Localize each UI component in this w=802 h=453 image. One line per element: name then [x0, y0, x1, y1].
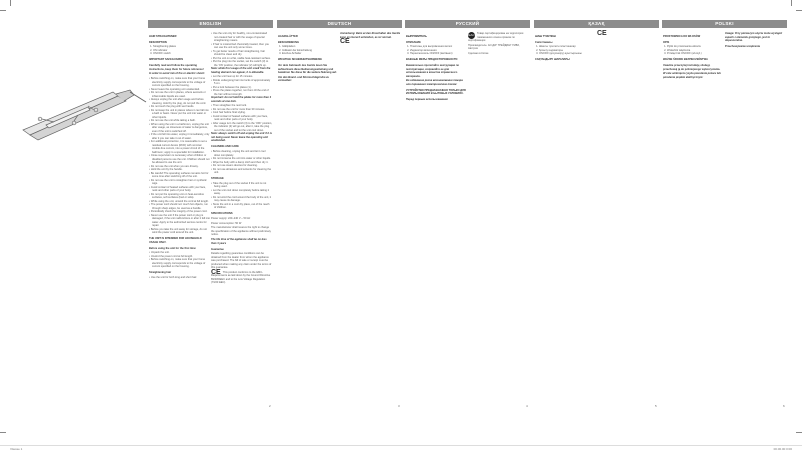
first-use-note: Uwaga: Przy pierwszym użyciu może wystąpić zapach z elementu grzejnego, jest to dopuszczalne.: [725, 32, 783, 42]
list-item: • Unwind the power cord at full length.: [152, 255, 210, 259]
safeguards-title: ВАЖНЫЕ МЕРЫ ПРЕДОСТОРОЖНОСТИ: [406, 58, 458, 62]
household-note: УСТРОЙСТВО ПРЕДНАЗНАЧЕНО ТОЛЬКО ДЛЯ ИСПОЛЬЗОВАНИЯ В БЫТОВЫХ УСЛОВИЯХ.: [406, 88, 466, 96]
list-item: • Do not use the unit while taking a bath.: [152, 119, 210, 123]
page-number: 5: [655, 404, 657, 408]
section-header-polski: POLSKI: [662, 20, 787, 28]
crop-mark: [796, 10, 802, 11]
steps-list: [211, 75, 272, 96]
description-title: DESCRIPTION: [149, 40, 167, 44]
list-item: • Do not touch the plug with wet hands.: [152, 105, 210, 109]
product-title: PROSTOWNICA DO WŁOSÓW: [663, 34, 701, 38]
list-item: • Do not use the unit in places, where aerosols or inflammable liquids are used.: [152, 91, 210, 98]
ce-text: This product conforms to the EMC-Requirements as laid down by the Council Directive 89/336/EEC and to the Low Voltage Regulation (73/23 EEC).: [211, 270, 271, 285]
risk-title: W celu uniknięcia ryzyka powstania pożaru lub porażenia prądem elektrycznym:: [663, 72, 721, 79]
list-item: • Do not use abrasives and solvents for cleaning the unit.: [214, 168, 272, 175]
storage-list: [211, 182, 272, 210]
list-item: • Store the unit in a cool dry place, out of the reach of children.: [214, 203, 272, 210]
page-number: 2: [269, 404, 271, 408]
safeguards-title: WAŻNE ŚRODKI BEZPIECZEŃSTWA: [663, 58, 708, 62]
list-item: • Do not wind the cord around the body of the unit, it may cause its damage.: [214, 196, 272, 203]
section-header-deutsch: DEUTSCH: [277, 20, 402, 28]
polski-column-2: [725, 32, 786, 50]
first-use-list: [149, 251, 210, 269]
list-item: • Take the plug out of the socket if the unit is not being used.: [214, 182, 272, 189]
list-item: • Do not use steam devices for cleaning.: [214, 164, 272, 168]
spec-power-supply: Power supply: 220–240 V ~ 50 Hz: [211, 216, 251, 220]
svg-text:1: 1: [39, 119, 41, 121]
list-item: • Do not put the operating unit on heat-sensitive surfaces, soft surfaces (bed or sofa).: [152, 193, 210, 200]
list-item: 3. ON/OFF (қосу/өшіру) ауыстырғышы: [539, 52, 596, 56]
russian-column-1: [406, 32, 467, 103]
list-item: • Avoid contact of heated surfaces with your face, neck and other parts of your body.: [214, 115, 272, 122]
made-in: Сделано в Китае: [468, 51, 489, 55]
list-item: 3. Przełącznik ON/OFF (wł./wył.): [667, 52, 724, 56]
section-header-english: ENGLISH: [148, 20, 273, 28]
after-steps-list: [211, 104, 272, 132]
list-item: • If hair is moisturized chemically treated, then you can use the unit only some times.: [214, 43, 272, 50]
manufacturer: Производитель: АО ДКГ ТРЕЙДИНГ ГМБХ, Австрия: [468, 43, 520, 51]
section-header-kazakh: ҚАЗАҚ: [534, 20, 659, 28]
guarantee-title: Guarantee: [211, 247, 224, 251]
list-item: 1. Glättplatten: [282, 45, 339, 49]
list-item: 2. Индикатор включения: [410, 49, 467, 53]
first-use-title: Перед первым использованием:: [406, 98, 449, 102]
polski-column-1: [663, 32, 724, 81]
deutsch-column-2: [340, 32, 401, 44]
specs-title: SPECIFICATIONS: [211, 212, 233, 216]
spec-power-consumption: Power consumption: 50 W: [211, 221, 242, 225]
list-item: • While using the unit, unwind the cord at full length.: [152, 200, 210, 204]
list-item: • Cool hair before final styling.: [214, 111, 272, 115]
divider: [0, 445, 802, 446]
list-item: • Use the unit only for healthy, non-contaminated non-treated hair or with the usage of special straightening means.: [214, 32, 272, 43]
list-item: • If the unit fell into water, unplug it immediately, only after it you can take it out of water.: [152, 133, 210, 140]
crop-mark: [0, 10, 6, 11]
safeguards-intro: Внимательно прочитайте инструкцию по эксплуатации, сохраняйте ее для использования в качестве справочного материала.: [406, 64, 460, 78]
list-item: • Close supervision is necessary when children or disabled persons use the unit. Children should not be allowed to use the unit.: [152, 154, 210, 165]
list-item: • Press the plates together, run them till the end of the hair without strength.: [214, 89, 272, 96]
description-list: [149, 45, 210, 56]
crop-mark: [791, 0, 792, 6]
eac-mark-icon: EAC: [468, 33, 475, 37]
list-item: • Do not keep the unit in places where it can fall into a bath or basin. Never put the unit into water or other liquids.: [152, 109, 210, 120]
description-title: BESCHREIBUNG: [278, 40, 300, 44]
safety-rules-list: [149, 77, 210, 235]
list-item: • Put the plug into the socket, set the switch (3) to the 'ON' position, the indicator (2) will light up.: [214, 60, 272, 67]
description-list: [406, 45, 467, 56]
page-number: 4: [526, 404, 528, 408]
list-item: • Use the unit for both long and short hair.: [152, 276, 210, 280]
crop-mark: [0, 432, 6, 433]
list-item: • Do not use the unit for more than 30 minutes.: [214, 108, 272, 112]
product-title: ШАШ ТҮЗЕТКІШ: [535, 34, 556, 38]
list-item: • Put a lock between the plates (1).: [214, 86, 272, 90]
english-column-2: [211, 32, 272, 286]
product-title: ВЫПРЯМИТЕЛЬ: [406, 34, 427, 38]
first-use-note: Anmerkung: Beim ersten Einschalten des Geräts kann ein Geruch entstehen, es ist normal.: [340, 32, 401, 39]
list-item: • Be careful! The operating surfaces remains hot for some time after switching off of the unit.: [152, 172, 210, 179]
list-item: • The power cord should not: touch hot objects, run through sharp edges, be used as a handle.: [152, 203, 210, 210]
risk-title: Во избежание риска возникновения пожара или поражения электрическим током:: [406, 79, 463, 86]
kazakh-column-2: [597, 32, 658, 36]
list-item: 2. Indikator der Einschaltung: [282, 49, 339, 53]
eac-block: [468, 32, 529, 43]
risk-title: In order to avoid risk of fire or electric shock:: [149, 72, 205, 76]
description-title: ОПИСАНИЕ: [406, 40, 421, 44]
svg-text:3: 3: [95, 110, 97, 112]
unplug-note: Note: always switch off and unplug the unit if it is not being used. Never leave the operating unit unattended.: [211, 132, 272, 143]
list-item: 1. Шашты түзететін пластиналар: [539, 45, 596, 49]
list-item: • Before you take the unit away for storage, do not wind the power cord around the unit.: [152, 228, 210, 235]
list-item: • Do not use the unit when you are drowsy.: [152, 165, 210, 169]
list-item: • Periodically check the integrity of the power cord.: [152, 210, 210, 214]
list-item: 1. Płytki do prostowania włosów: [667, 45, 724, 49]
lifetime-note: The life time of the appliance shall be no less than 3 years: [211, 238, 267, 245]
list-item: 3. Переключатель ON/OFF (вкл/выкл): [410, 52, 467, 56]
storage-title: STORAGE: [211, 177, 224, 181]
safeguards-intro: Vor dem Gebrauch des Geräts lesen Sie aufmerksam diese Bedienungsanleitung und bewahren Sie diese für die weitere Nutzung auf.: [278, 64, 337, 75]
cleaning-list: [211, 150, 272, 175]
list-item: • Divide undergoing hair into locks of approximately 5 cm.: [214, 79, 272, 86]
list-item: 2. Wskaźnik włączenia: [667, 49, 724, 53]
list-item: • Avoid contact of heated surfaces with your face, neck and other parts of your body.: [152, 186, 210, 193]
list-item: • Put the unit on a flat, stable heat-resistant surface.: [214, 57, 272, 61]
list-item: 3. Ein/Aus-Schalter: [282, 52, 339, 56]
kazakh-column-1: [535, 32, 596, 63]
product-title: HAARGLÄTTER: [278, 34, 298, 38]
list-item: • Wipe the body with a damp cloth and then dry it.: [214, 161, 272, 165]
safeguards-title: САҚТАНДЫРУ ШАРАЛАРЫ: [535, 58, 570, 62]
safeguards-intro: Uważnie przeczytaj instrukcję obsługi, przechowuj ją do późniejszego wykorzystania.: [663, 64, 721, 71]
list-item: • Before cleaning, unplug the unit and let it cool down completely.: [214, 150, 272, 157]
list-item: 3. ON/OFF switch: [153, 52, 210, 56]
list-item: 1. Straightening plates: [153, 45, 210, 49]
crop-mark: [796, 432, 802, 433]
description-title: OPIS: [663, 40, 670, 44]
english-column-1: [149, 32, 210, 279]
list-item: • For additional protection, it is reasonable to set a residual current device (RCD) with nominal trouble-free current, into a power circuit of the bathroom; apply to a specialist for installation.: [152, 140, 210, 154]
list-item: • When using the unit in a bathroom, unplug the unit after usage, as closeness of water is dangerous, even if the unit is switched off.: [152, 123, 210, 134]
russian-column-2: [468, 32, 529, 57]
safeguards-intro: Carefully read and follow the operating instructions, keep them for future reference!: [149, 64, 204, 71]
list-item: • After usage turn the switch (3) to the 'OFF' position, the indicator (2) will go out, after it, take the plug out of the socket and let the unit cool down.: [214, 122, 272, 133]
manufacturer-note: The manufacturer shall reserve the right to change the specification of the appliance without preliminary notice.: [211, 226, 271, 237]
svg-text:2: 2: [73, 123, 75, 125]
section-header-russian: РУССКИЙ: [405, 20, 530, 28]
footer-timestamp: 00.00.00 0:00: [773, 447, 792, 451]
eac-text: Товар сертифицирован на территории таможенного союза органом по сертификации: [468, 32, 524, 42]
page-number: 6: [783, 404, 785, 408]
crop-mark: [10, 0, 11, 6]
description-list: [278, 45, 339, 56]
straightening-list: [149, 276, 210, 280]
household-note: THE UNIT IS INTENDED FOR HOUSEHOLD USAGE ONLY.: [149, 237, 202, 244]
description-list: [535, 45, 596, 56]
list-item: • Let the unit heat up for 15 minutes.: [214, 75, 272, 79]
page-number: 3: [398, 404, 400, 408]
safeguards-title: WICHTIGE SICHERHEITSHINWEISE: [278, 58, 322, 62]
list-item: 1. Пластины для выпрямления волос: [410, 45, 467, 49]
list-item: • To get better results of hair straightening, hair should be clean and dry.: [214, 50, 272, 57]
ce-mark-icon: CE: [340, 38, 350, 46]
list-item: 2. ON indicator: [153, 49, 210, 53]
list-item: • Hold the unit by the handle.: [152, 168, 210, 172]
list-item: • Do not use the unit to straighten hair or synthetic wigs.: [152, 179, 210, 186]
risk-title: Um den Brand- und Stromschlagrisiko zu vermeiden:: [278, 75, 330, 83]
ce-mark-icon: CE: [597, 30, 607, 37]
deutsch-column-1: [278, 32, 339, 84]
list-item: 2. Қосылу индикаторы: [539, 49, 596, 53]
guarantee-text: Details regarding guarantee conditions can be obtained from the dealer from whom the appliance was purchased. The bill of sale or receipt must be produced when making any claim under the terms of this guarantee.: [211, 252, 272, 270]
first-use-note: Note: while first usage of the unit smell from the heating element can appear, it is allowable.: [211, 67, 271, 74]
list-item: • Always unplug the unit after usage and before cleaning. Hold by the plug, do not pull the cord.: [152, 98, 210, 105]
list-item: • Let the unit cool down completely before taking it away.: [214, 189, 272, 196]
list-item: • Before switching on, make sure that your home electricity supply corresponds to the voltage of current specified on the housing.: [152, 258, 210, 269]
list-item: • Unpack the unit.: [152, 251, 210, 255]
description-list: [663, 45, 724, 56]
cleaning-title: CLEANING AND CARE: [211, 145, 239, 149]
list-item: • Before switching on, make sure that your home electricity supply corresponds to the voltage of current specified on the housing.: [152, 77, 210, 88]
warning-note: Important: do not hold the plates for more than 3 seconds at one lock.: [211, 96, 272, 103]
ce-mark-icon: CE: [211, 268, 221, 276]
product-title: HAIR STRAIGHTENER: [149, 34, 177, 38]
straightening-list-cont: [211, 32, 272, 67]
first-use-title: Before using the unit for the first time:: [149, 246, 197, 250]
footer-file-label: Vitesse 1: [10, 447, 23, 451]
safeguards-title: IMPORTANT SAFEGUARDS: [149, 58, 184, 62]
straightening-title: Straightening hair: [149, 271, 172, 275]
description-title: Сипаттамасы: [535, 40, 553, 44]
list-item: • Never use the unit if the power cord or plug is damaged, if the unit malfunctions or after it fell into water. Apply to the authorized service centre for repair.: [152, 214, 210, 228]
list-item: • Never leave the operating unit unattended.: [152, 88, 210, 92]
list-item: • Then straighten the next lock.: [214, 104, 272, 108]
list-item: • Do not immerse the unit into water or other liquids.: [214, 157, 272, 161]
storage-title: Przechowywanie urządzenia: [725, 45, 760, 48]
ce-block: [211, 268, 272, 285]
hair-straightener-illustration: [18, 70, 148, 150]
